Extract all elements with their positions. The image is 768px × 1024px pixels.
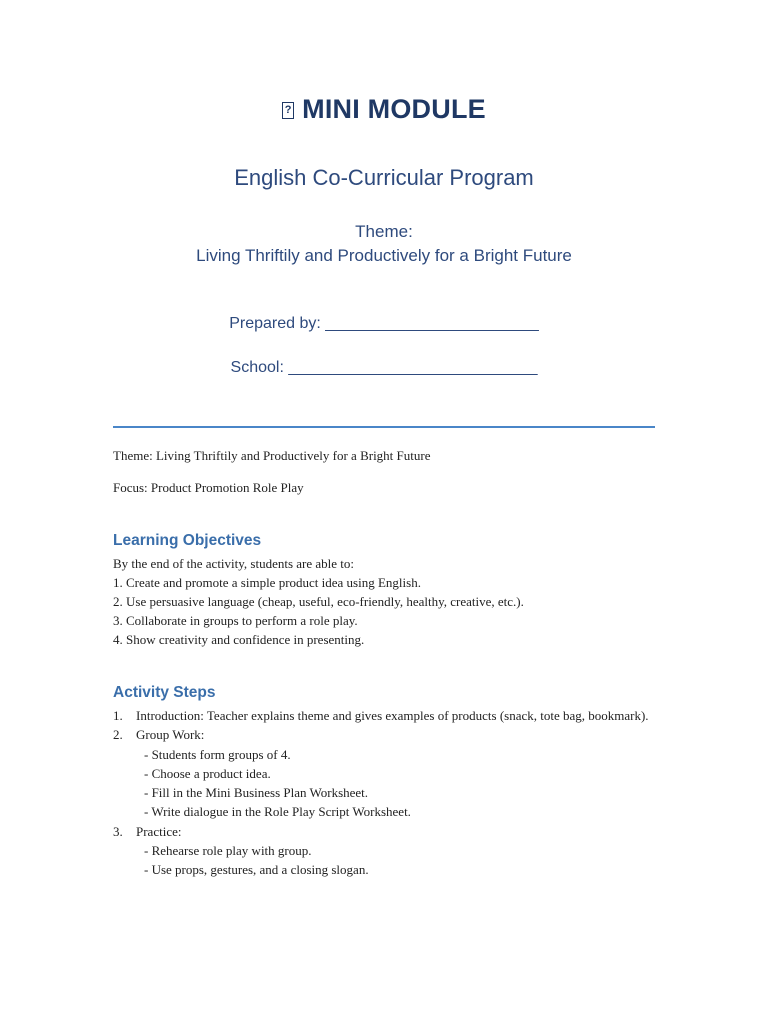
activity-step <box>113 706 673 725</box>
title-text: MINI MODULE <box>302 94 486 124</box>
horizontal-rule <box>113 426 655 428</box>
objective-line: 4. Show creativity and confidence in presenting. <box>113 632 365 647</box>
objective-line: 1. Create and promote a simple product idea using English. <box>113 575 421 590</box>
theme-paragraph: Theme: Living Thriftily and Productively for a Bright Future <box>113 448 431 463</box>
learning-objectives-heading: Learning Objectives <box>113 532 262 549</box>
step-number: 3. <box>113 823 123 839</box>
school-line: School: ____________________________ <box>230 359 538 376</box>
activity-step <box>113 725 673 821</box>
theme-label: Theme: <box>355 222 413 241</box>
program-subtitle: English Co-Curricular Program <box>234 165 534 190</box>
step-substep: - Fill in the Mini Business Plan Worksheet. <box>144 785 369 801</box>
objective-line: By the end of the activity, students are able to: <box>113 556 355 571</box>
theme-value: Living Thriftily and Productively for a Bright Future <box>196 246 572 265</box>
activity-step <box>113 822 673 880</box>
activity-steps-heading: Activity Steps <box>113 684 216 701</box>
step-substep: - Rehearse role play with group. <box>144 843 312 859</box>
step-number: 1. <box>113 708 123 723</box>
focus-paragraph: Focus: Product Promotion Role Play <box>113 480 304 495</box>
step-number: 2. <box>113 727 123 743</box>
step-substep: - Use props, gestures, and a closing slogan. <box>144 862 369 878</box>
missing-glyph-icon: ? <box>282 102 294 119</box>
step-text: Introduction: Teacher explains theme and gives examples of products (snack, tote bag, bookmark). <box>136 708 649 723</box>
step-text: Group Work: <box>136 727 205 743</box>
step-substep: - Students form groups of 4. <box>144 746 291 762</box>
step-substep: - Choose a product idea. <box>144 765 271 781</box>
objective-line: 2. Use persuasive language (cheap, useful, eco-friendly, healthy, creative, etc.). <box>113 594 524 609</box>
step-text: Practice: <box>136 823 182 839</box>
activity-steps-list <box>113 706 673 880</box>
learning-objectives-list <box>113 554 658 649</box>
page-title <box>0 94 768 125</box>
prepared-by-line: Prepared by: ________________________ <box>229 315 539 332</box>
objective-line: 3. Collaborate in groups to perform a role play. <box>113 613 358 628</box>
step-substep: - Write dialogue in the Role Play Script Worksheet. <box>144 804 411 820</box>
